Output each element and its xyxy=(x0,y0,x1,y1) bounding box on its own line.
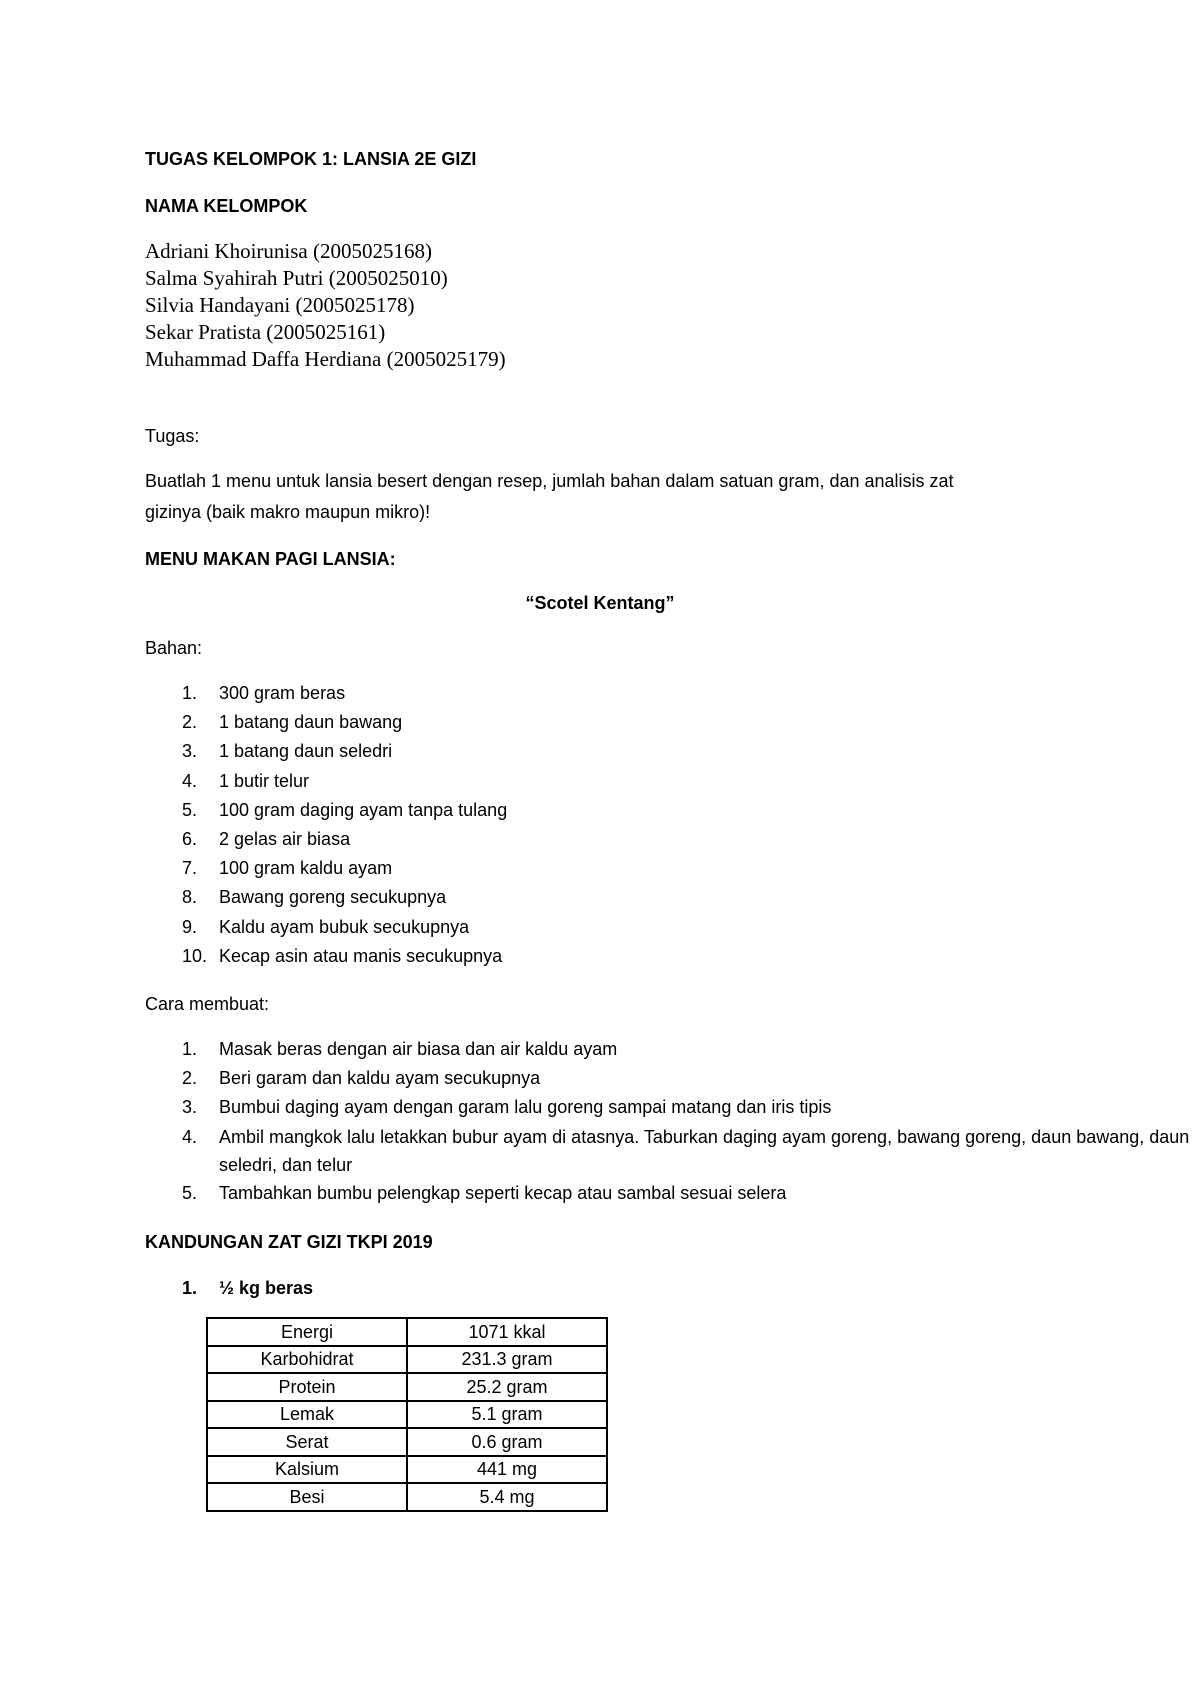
nutrient-label: Energi xyxy=(207,1318,407,1346)
member-name: Salma Syahirah Putri (2005025010) xyxy=(145,266,448,290)
list-item xyxy=(145,679,507,708)
nutrient-value: 0.6 gram xyxy=(407,1428,607,1456)
list-number: 6. xyxy=(182,829,198,850)
list-number: 10. xyxy=(182,945,208,966)
step-text: Tambahkan bumbu pelengkap seperti kecap atau sambal sesuai selera xyxy=(219,1182,787,1203)
member-name: Adriani Khoirunisa (2005025168) xyxy=(145,239,432,263)
document-title: TUGAS KELOMPOK 1: LANSIA 2E GIZI xyxy=(145,149,477,169)
ingredient-text: 1 batang daun seledri xyxy=(219,741,393,762)
list-item xyxy=(145,913,507,942)
member-list xyxy=(145,238,506,373)
table-row xyxy=(207,1428,607,1456)
list-item xyxy=(145,796,507,825)
list-item xyxy=(145,708,507,737)
list-number: 5. xyxy=(182,1182,198,1203)
steps-list xyxy=(145,1035,1194,1208)
nutrient-value: 25.2 gram xyxy=(407,1373,607,1401)
steps-label: Cara membuat: xyxy=(145,994,270,1014)
list-number: 7. xyxy=(182,858,198,879)
menu-heading: MENU MAKAN PAGI LANSIA: xyxy=(145,549,396,569)
task-text-line: Buatlah 1 menu untuk lansia besert dengan resep, jumlah bahan dalam satuan gram, dan analisis zat xyxy=(145,471,954,491)
step-text: Beri garam dan kaldu ayam secukupnya xyxy=(219,1068,541,1089)
task-label: Tugas: xyxy=(145,426,200,446)
list-item xyxy=(145,854,507,883)
task-text-line: gizinya (baik makro maupun mikro)! xyxy=(145,502,431,522)
ingredient-text: 100 gram kaldu ayam xyxy=(219,858,393,879)
list-number: 3. xyxy=(182,1097,198,1118)
ingredient-text: Bawang goreng secukupnya xyxy=(219,887,447,908)
nutrient-value: 231.3 gram xyxy=(407,1346,607,1374)
ingredient-text: Kaldu ayam bubuk secukupnya xyxy=(219,916,470,937)
list-item xyxy=(145,767,507,796)
nutrition-item-number: 1. xyxy=(182,1278,198,1298)
member-name: Sekar Pratista (2005025161) xyxy=(145,320,386,344)
nutrient-value: 5.4 mg xyxy=(407,1483,607,1511)
step-text: Ambil mangkok lalu letakkan bubur ayam di atasnya. Taburkan daging ayam goreng, bawang goreng, daun bawang, daun seledri, dan telur xyxy=(219,1126,1190,1175)
step-text: Masak beras dengan air biasa dan air kaldu ayam xyxy=(219,1039,618,1059)
nutrient-label: Serat xyxy=(207,1428,407,1456)
ingredient-text: 2 gelas air biasa xyxy=(219,829,351,850)
table-row xyxy=(207,1456,607,1484)
step-text: Bumbui daging ayam dengan garam lalu goreng sampai matang dan iris tipis xyxy=(219,1097,832,1118)
member-name: Silvia Handayani (2005025178) xyxy=(145,293,415,317)
list-item xyxy=(145,1179,1194,1208)
table-row xyxy=(207,1373,607,1401)
member-name: Muhammad Daffa Herdiana (2005025179) xyxy=(145,347,506,371)
list-item xyxy=(145,942,507,971)
list-number: 8. xyxy=(182,887,198,908)
group-heading: NAMA KELOMPOK xyxy=(145,196,308,216)
nutrition-heading: KANDUNGAN ZAT GIZI TKPI 2019 xyxy=(145,1232,433,1252)
ingredients-list xyxy=(145,679,507,971)
list-item xyxy=(145,1093,1194,1122)
nutrient-value: 1071 kkal xyxy=(407,1318,607,1346)
list-number: 5. xyxy=(182,799,198,820)
table-row xyxy=(207,1346,607,1374)
list-number: 2. xyxy=(182,1068,198,1089)
ingredient-text: 1 batang daun bawang xyxy=(219,712,403,733)
list-item xyxy=(145,1064,1194,1093)
nutrition-item-title: ½ kg beras xyxy=(219,1278,314,1298)
menu-name: “Scotel Kentang” xyxy=(525,593,675,613)
list-number: 4. xyxy=(182,770,198,791)
ingredient-text: Kecap asin atau manis secukupnya xyxy=(219,945,503,966)
nutrient-label: Kalsium xyxy=(207,1456,407,1484)
table-row xyxy=(207,1318,607,1346)
list-number: 3. xyxy=(182,741,198,762)
list-item xyxy=(145,883,507,912)
list-item xyxy=(145,825,507,854)
nutrient-value: 5.1 gram xyxy=(407,1401,607,1429)
list-number: 1. xyxy=(182,683,198,703)
table-row xyxy=(207,1401,607,1429)
list-number: 4. xyxy=(182,1126,198,1147)
ingredient-text: 1 butir telur xyxy=(219,770,310,791)
list-number: 2. xyxy=(182,712,198,733)
nutrient-value: 441 mg xyxy=(407,1456,607,1484)
list-item xyxy=(145,1035,1194,1064)
table-row xyxy=(207,1483,607,1511)
nutrient-label: Besi xyxy=(207,1483,407,1511)
list-item xyxy=(145,737,507,766)
nutrient-label: Protein xyxy=(207,1373,407,1401)
list-item xyxy=(145,1123,1194,1179)
ingredient-text: 100 gram daging ayam tanpa tulang xyxy=(219,799,508,820)
nutrient-label: Karbohidrat xyxy=(207,1346,407,1374)
ingredients-label: Bahan: xyxy=(145,638,203,658)
ingredient-text: 300 gram beras xyxy=(219,683,346,703)
list-number: 1. xyxy=(182,1039,198,1059)
list-number: 9. xyxy=(182,916,198,937)
nutrition-table xyxy=(206,1317,608,1512)
nutrient-label: Lemak xyxy=(207,1401,407,1429)
